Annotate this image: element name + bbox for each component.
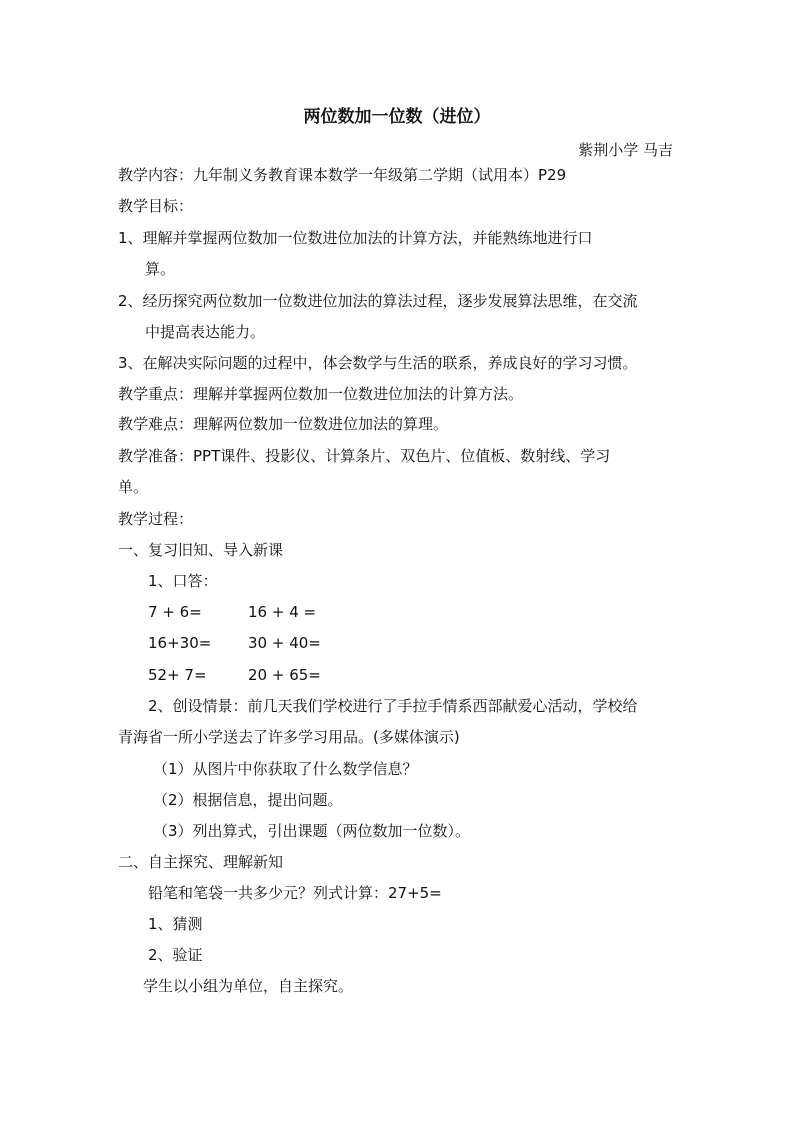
preparation-line-2: 单。: [118, 478, 149, 496]
teaching-content: 教学内容：九年制义务教育课本数学一年级第二学期（试用本）P29: [118, 166, 567, 184]
key-point: 教学重点：理解并掌握两位数加一位数进位加法的计算方法。: [118, 385, 524, 403]
group-activity: 学生以小组为单位，自主探究。: [143, 977, 354, 995]
oral-item: 16 + 4 =: [248, 603, 317, 621]
document-title: 两位数加一位数（进位）: [303, 107, 491, 127]
step-2: 2、验证: [148, 946, 203, 964]
section-1-heading: 一、复习旧知、导入新课: [118, 541, 284, 559]
step-1: 1、猜测: [148, 915, 203, 933]
sub-question-3: （3）列出算式，引出课题（两位数加一位数）。: [153, 822, 471, 840]
scene-line-2: 青海省一所小学送去了许多学习用品。(多媒体演示): [118, 728, 460, 746]
goal-2-line-1: 2、经历探究两位数加一位数进位加法的算法过程，逐步发展算法思维，在交流: [118, 292, 638, 310]
goals-heading: 教学目标：: [118, 197, 194, 215]
goal-1-line-1: 1、理解并掌握两位数加一位数进位加法的计算方法，并能熟练地进行口: [118, 229, 593, 247]
sub-question-2: （2）根据信息，提出问题。: [153, 791, 343, 809]
section-2-heading: 二、自主探究、理解新知: [118, 853, 284, 871]
sub-question-1: （1）从图片中你获取了什么数学信息？: [153, 760, 418, 778]
goal-3: 3、在解决实际问题的过程中，体会数学与生活的联系，养成良好的学习习惯。: [118, 354, 638, 372]
oral-item: 30 + 40=: [248, 634, 321, 652]
difficulty: 教学难点：理解两位数加一位数进位加法的算理。: [118, 415, 449, 433]
oral-item: 20 + 65=: [248, 666, 321, 684]
word-problem: 铅笔和笔袋一共多少元？列式计算：27+5=: [148, 884, 442, 902]
scene-line-1: 2、创设情景：前几天我们学校进行了手拉手情系西部献爱心活动，学校给: [148, 697, 638, 715]
author-line: 紫荆小学 马吉: [578, 141, 673, 159]
process-heading: 教学过程：: [118, 510, 194, 528]
oral-item: 16+30=: [148, 634, 212, 652]
oral-heading: 1、口答：: [148, 572, 218, 590]
oral-item: 52+ 7=: [148, 666, 207, 684]
goal-1-line-2: 算。: [145, 260, 176, 278]
oral-item: 7 + 6=: [148, 603, 202, 621]
goal-2-line-2: 中提高表达能力。: [145, 323, 266, 341]
preparation-line-1: 教学准备：PPT课件、投影仪、计算条片、双色片、位值板、数射线、学习: [118, 447, 611, 465]
